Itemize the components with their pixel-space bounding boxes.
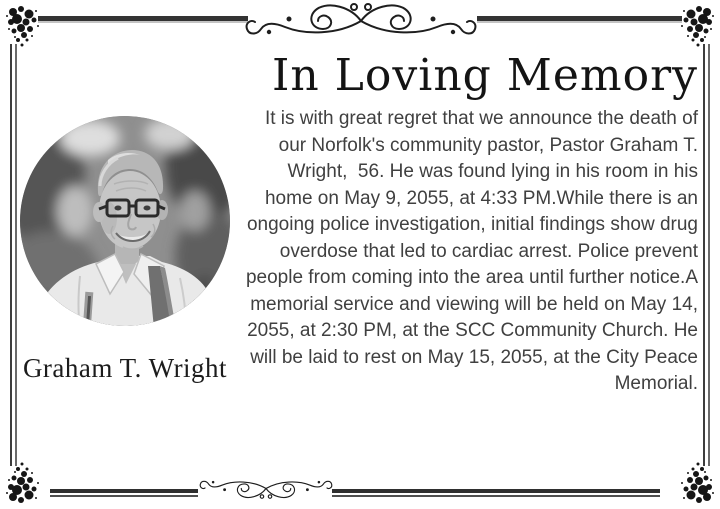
bottom-border-line-right (332, 489, 660, 493)
floral-cluster-icon (677, 4, 717, 50)
announcement-text: It is with great regret that we announce the death of our Norfolk's community pastor, Pastor Graham T. Wright, 56. He was found lying in his room in his home on May 9, 2055, at 4:33 PM.While there is an ongoing police investigation, initial findings show drug overdose that led to cardiac arrest. Police prevent people from coming into the area until further notice.A memorial service and viewing will be held on May 14, 2055, at 2:30 PM, at the SCC Community Church. He will be laid to rest on May 15, 2055, at the City Peace Memorial. (245, 108, 704, 394)
page-title: In Loving Memory (271, 50, 698, 101)
right-border-inner-line (708, 44, 710, 466)
scroll-flourish-icon (241, 1, 481, 41)
left-border-inner-line (15, 44, 17, 466)
portrait-illustration (20, 116, 230, 326)
bottom-border-line-left (50, 489, 198, 493)
top-border-line-right (477, 16, 682, 23)
floral-cluster-icon (3, 459, 43, 505)
portrait-photo (20, 116, 230, 326)
scroll-flourish-icon (197, 477, 335, 500)
left-border-line (10, 44, 12, 466)
right-border-line (703, 44, 705, 466)
top-border-line-left (38, 16, 248, 23)
floral-cluster-icon (677, 459, 717, 505)
floral-cluster-icon (3, 4, 43, 50)
photo-caption: Graham T. Wright (22, 353, 228, 383)
